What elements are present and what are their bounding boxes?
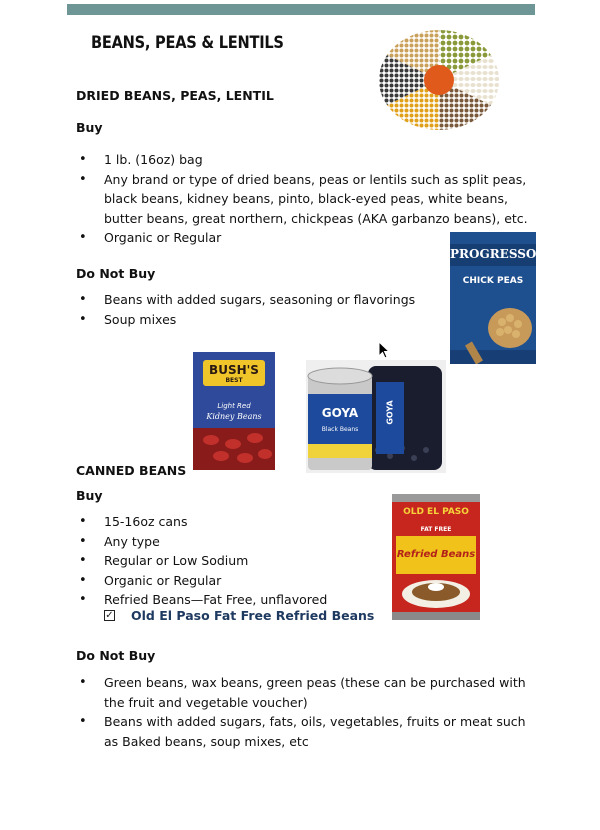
canned-buy-list (76, 512, 376, 610)
old-el-paso-brand-label: OLD EL PASO (403, 507, 469, 517)
checkbox-checked-icon: ✓ (105, 610, 114, 621)
goya-black-beans-image (306, 360, 446, 473)
bushs-kidney-beans-image (193, 352, 275, 470)
canned-buy-heading: Buy (76, 488, 103, 503)
list-item: • 1 lb. (16oz) bag (76, 150, 531, 170)
list-item: • Any brand or type of dried beans, peas or lentils such as split peas, black beans, kidney beans, pinto, black-eyed peas, white beans, butter beans, great northern, chickpeas (AKA garbanzo beans), etc. (76, 170, 531, 229)
canned-donot-heading: Do Not Buy (76, 648, 156, 663)
list-item: • Regular or Low Sodium (76, 551, 376, 571)
recommended-product (104, 608, 374, 623)
mouse-cursor-icon (378, 341, 390, 359)
bushs-sub-label: BEST (225, 377, 243, 384)
list-item: • Organic or Regular (76, 571, 376, 591)
page-title: BEANS, PEAS & LENTILS (91, 33, 284, 53)
beans-assortment-image (374, 28, 504, 132)
dried-buy-heading: Buy (76, 120, 103, 135)
recommended-product-label: Old El Paso Fat Free Refried Beans (131, 608, 375, 623)
progresso-product-label: CHICK PEAS (462, 276, 524, 286)
bushs-brand-label: BUSH'S (209, 363, 259, 377)
goya-bag-brand-label: GOYA (385, 400, 395, 425)
canned-heading: CANNED BEANS (76, 463, 187, 478)
old-el-paso-badge-label: FAT FREE (418, 526, 454, 533)
list-item: • Any type (76, 532, 376, 552)
list-item: • Beans with added sugars, fats, oils, vegetables, fruits or meat such as Baked beans, soup mixes, etc (76, 712, 536, 751)
goya-product-label: Black Beans (321, 426, 359, 433)
bushs-light-label: Light Red (217, 402, 251, 410)
bushs-product-label: Kidney Beans (206, 412, 262, 421)
canned-donot-list (76, 673, 536, 751)
list-item: • Soup mixes (76, 310, 446, 330)
progresso-brand-label: PROGRESSO (450, 247, 536, 261)
list-item: • Green beans, wax beans, green peas (these can be purchased with the fruit and vegetable voucher) (76, 673, 536, 712)
old-el-paso-refried-beans-image (392, 494, 480, 620)
dried-heading: DRIED BEANS, PEAS, LENTIL (76, 88, 274, 103)
list-item: • Refried Beans—Fat Free, unflavored (76, 590, 376, 610)
dried-donot-heading: Do Not Buy (76, 266, 156, 281)
goya-brand-label: GOYA (321, 406, 359, 420)
list-item: • 15-16oz cans (76, 512, 376, 532)
dried-donot-list (76, 290, 446, 329)
list-item: • Beans with added sugars, seasoning or flavorings (76, 290, 446, 310)
progresso-chickpeas-image (450, 232, 536, 364)
list-item: • Organic or Regular (76, 228, 531, 248)
top-color-bar (67, 4, 535, 15)
old-el-paso-product-label: Refried Beans (396, 549, 476, 560)
